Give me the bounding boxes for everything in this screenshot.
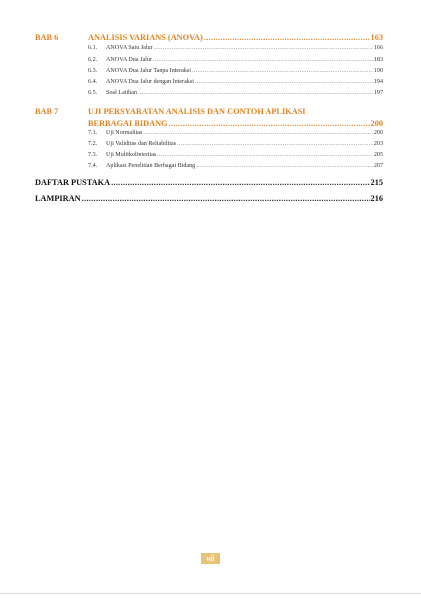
leader-dots — [153, 57, 373, 63]
page-number: vii — [201, 553, 220, 564]
section-number: 7.2. — [88, 141, 98, 147]
toc-entry-chapter-7[interactable] — [88, 119, 383, 128]
leader-dots — [196, 163, 373, 169]
toc-entry-6-1[interactable] — [88, 45, 383, 51]
section-number: 6.3. — [88, 68, 98, 74]
leader-dots — [169, 119, 370, 128]
toc-entry-7-2[interactable] — [88, 141, 383, 147]
section-number: 6.4. — [88, 79, 98, 85]
chapter-label-7: BAB 7 — [35, 107, 59, 116]
leader-dots — [192, 68, 373, 74]
section-number: 7.1. — [88, 130, 98, 136]
chapter-page-7: 200 — [370, 119, 383, 128]
leader-dots — [204, 33, 370, 42]
page-edge-divider — [0, 593, 421, 594]
leader-dots — [157, 152, 373, 158]
section-title: Uji Validitas dan Reliabilitas — [106, 141, 177, 147]
section-title: ANOVA Dua Jalur — [106, 57, 152, 63]
chapter-page-6: 163 — [370, 33, 383, 42]
toc-entry-6-5[interactable] — [88, 90, 383, 96]
leader-dots — [154, 45, 373, 51]
section-page: 207 — [373, 163, 383, 169]
section-title: Soal Latihan — [106, 90, 137, 96]
section-page: 190 — [373, 68, 383, 74]
section-page: 200 — [373, 130, 383, 136]
leader-dots — [143, 130, 372, 136]
toc-entry-daftar-pustaka[interactable] — [35, 178, 383, 187]
daftar-pustaka-page: 215 — [370, 178, 383, 187]
section-number: 7.4. — [88, 163, 98, 169]
toc-entry-7-4[interactable] — [88, 163, 383, 169]
leader-dots — [82, 194, 370, 203]
toc-entry-6-3[interactable] — [88, 68, 383, 74]
leader-dots — [177, 141, 373, 147]
section-page: 203 — [373, 141, 383, 147]
section-number: 6.1. — [88, 45, 98, 51]
chapter-label-6: BAB 6 — [35, 33, 59, 42]
chapter-title-7-text: UJI PERSYARATAN ANALISIS DAN CONTOH APLIKASI — [88, 107, 306, 116]
toc-entry-7-3[interactable] — [88, 152, 383, 158]
toc-entry-lampiran[interactable] — [35, 194, 383, 203]
section-title: ANOVA Dua Jalur Tanpa Interaksi — [106, 68, 191, 74]
section-title: Aplikasi Penelitian Berbagai Bidang — [106, 163, 196, 169]
daftar-pustaka-title: DAFTAR PUSTAKA — [35, 178, 111, 187]
section-page: 205 — [373, 152, 383, 158]
section-number: 7.3. — [88, 152, 98, 158]
section-page: 194 — [373, 79, 383, 85]
lampiran-page: 216 — [370, 194, 383, 203]
leader-dots — [138, 90, 373, 96]
section-number: 6.2. — [88, 57, 98, 63]
toc-entry-7-1[interactable] — [88, 130, 383, 136]
section-title: ANOVA Dua Jalur dengan Interaksi — [106, 79, 194, 85]
section-title: ANOVA Satu Jalur — [106, 45, 153, 51]
lampiran-title: LAMPIRAN — [35, 194, 81, 203]
section-page: 183 — [373, 57, 383, 63]
toc-entry-chapter-6[interactable] — [88, 33, 383, 42]
section-title: Uji Multikolinieritas — [106, 152, 157, 158]
section-title: Uji Normalitas — [106, 130, 143, 136]
leader-dots — [111, 178, 369, 187]
section-page: 166 — [373, 45, 383, 51]
toc-entry-6-2[interactable] — [88, 57, 383, 63]
chapter-title-6: ANALISIS VARIANS (ANOVA) — [88, 33, 203, 42]
section-page: 197 — [373, 90, 383, 96]
chapter-title-7-line1 — [88, 107, 383, 116]
section-number: 6.5. — [88, 90, 98, 96]
toc-entry-6-4[interactable] — [88, 79, 383, 85]
chapter-title-7-line2: BERBAGAI BIDANG — [88, 119, 168, 128]
leader-dots — [195, 79, 373, 85]
